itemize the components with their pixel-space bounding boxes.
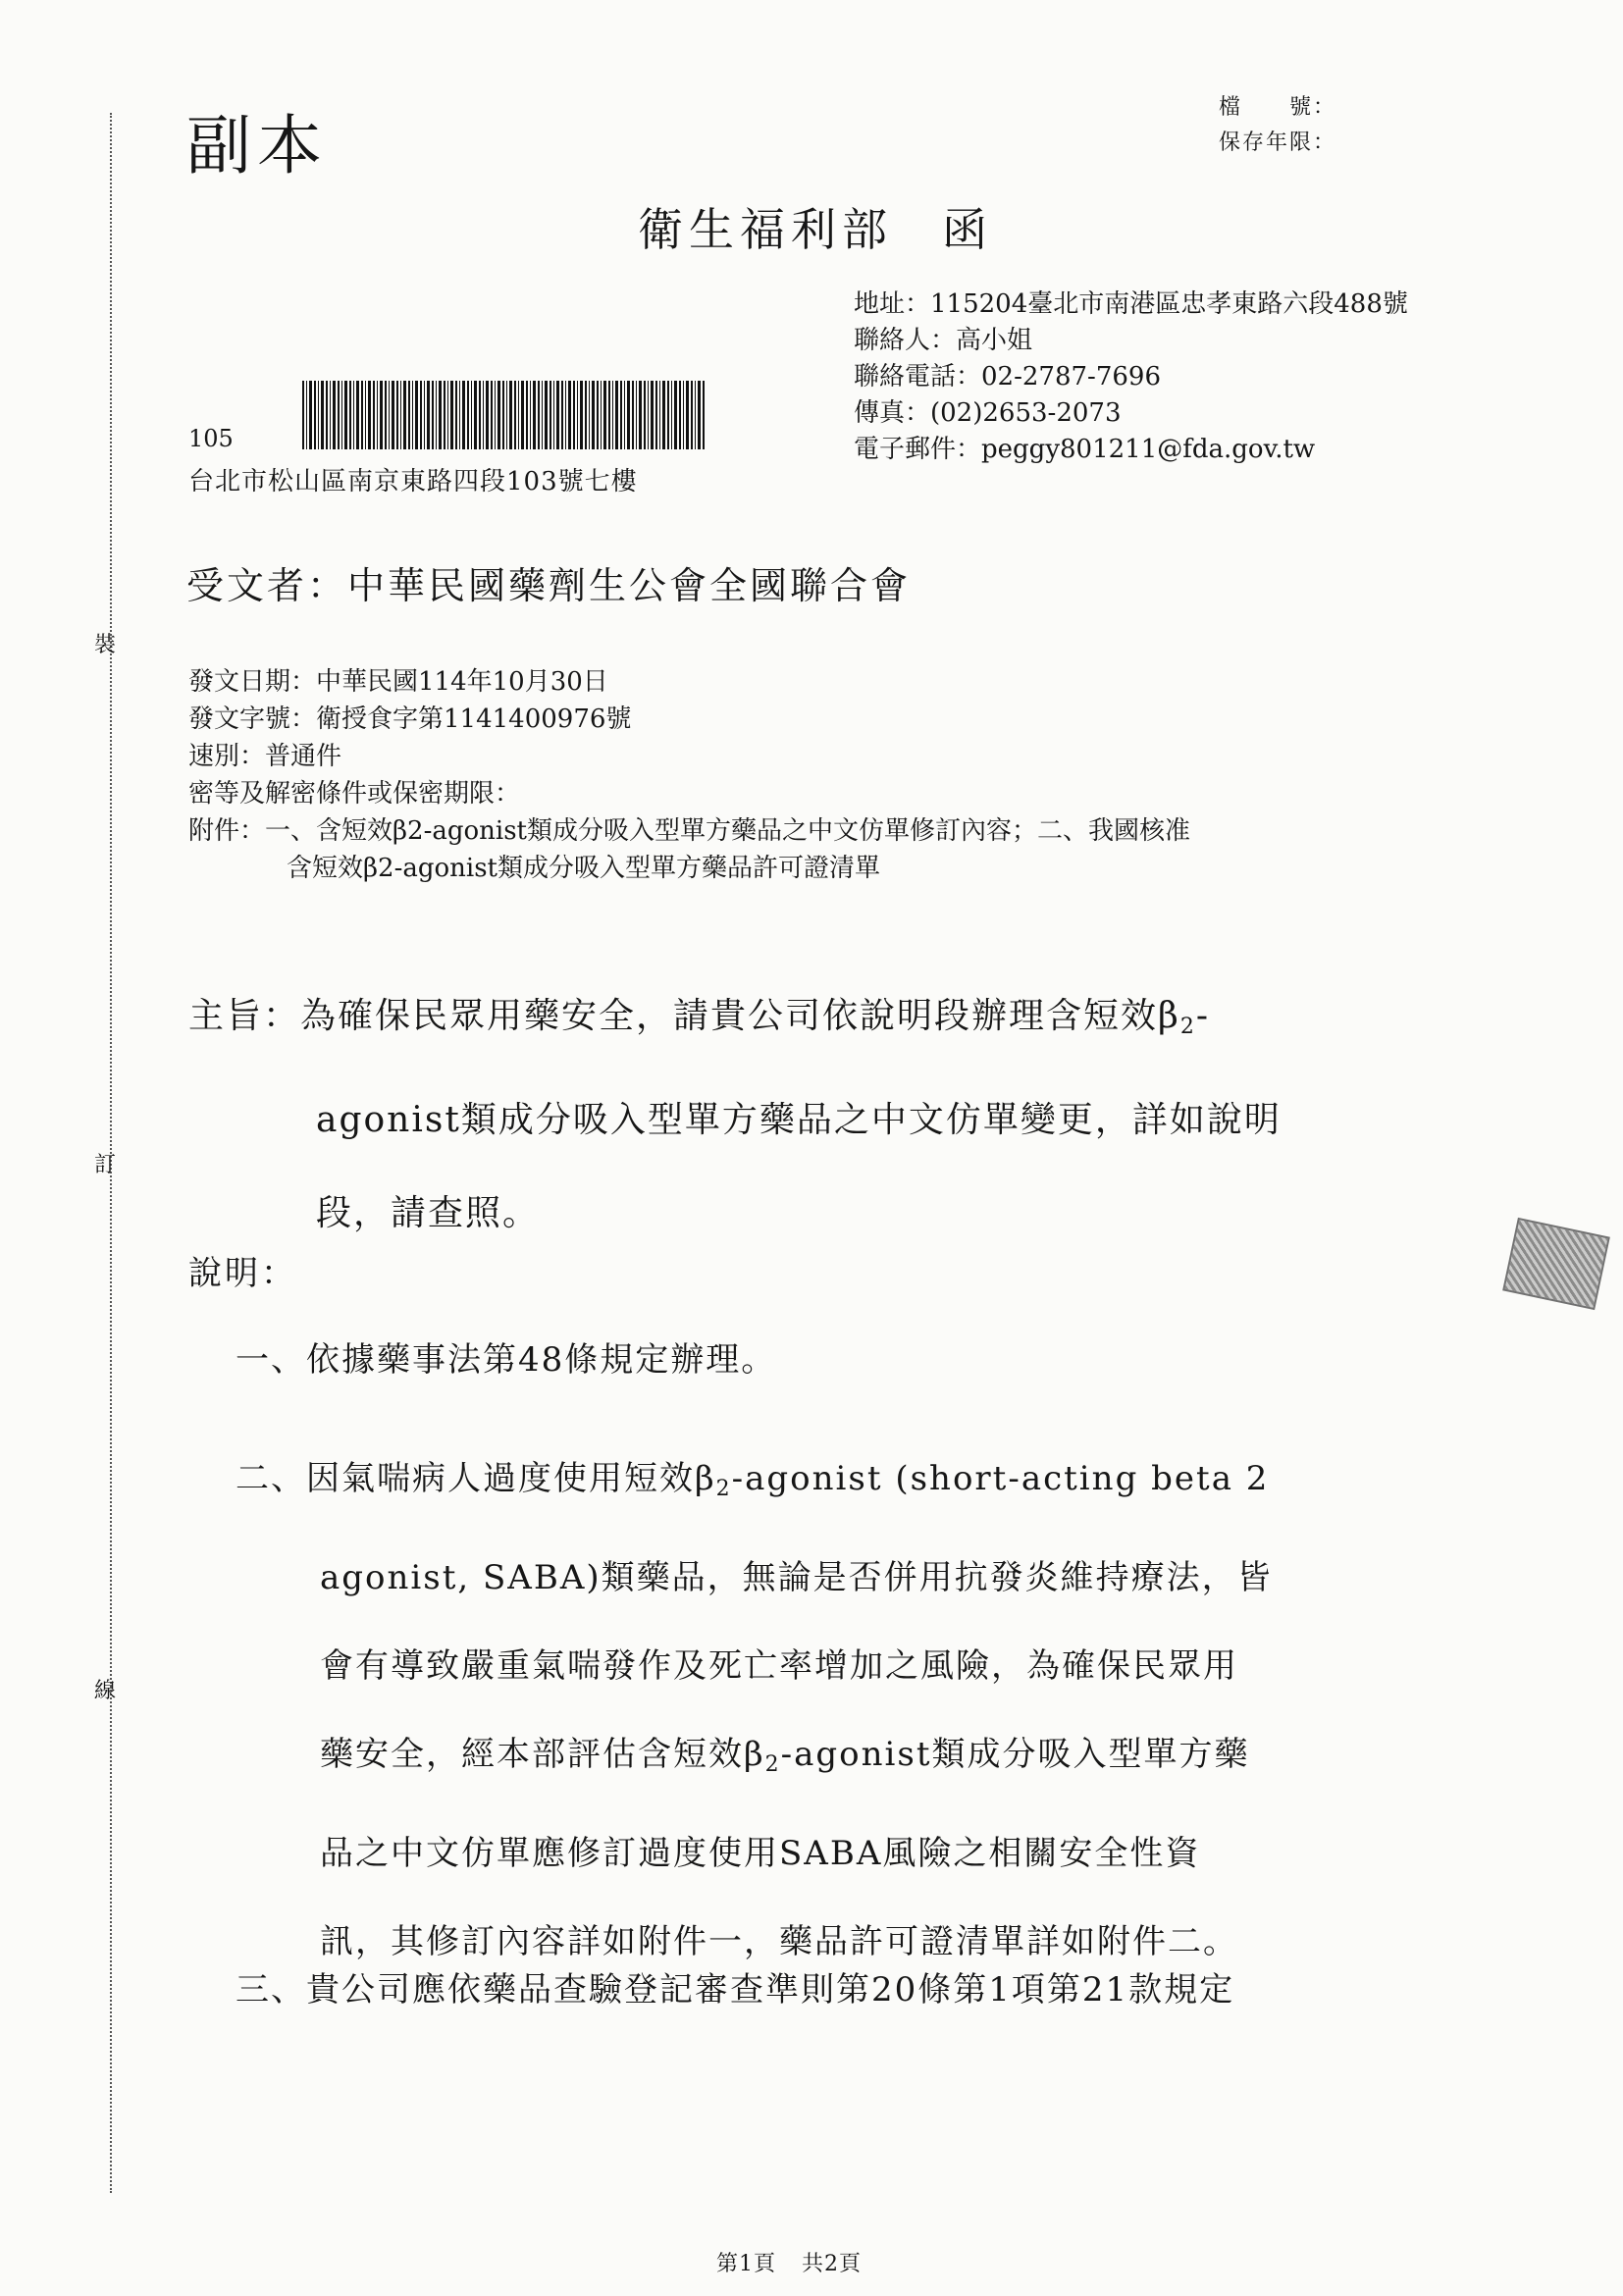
seal-stamp (1502, 1218, 1610, 1310)
subject-line-3: 段，請查照。 (316, 1193, 541, 1233)
file-number-label: 檔 號： (1219, 95, 1337, 120)
recipient-zip: 105 (188, 425, 234, 452)
item-2-line-3: 會有導致嚴重氣喘發作及死亡率增加之風險，為確保民眾用 (320, 1646, 1238, 1686)
issue-date: 發文日期：中華民國114年10月30日 (188, 667, 608, 697)
explanation-item-3: 三、貴公司應依藥品查驗登記審查準則第20條第1項第21款規定 (236, 1970, 1235, 2009)
subscript: 2 (764, 1752, 781, 1777)
item-2-line-1-text: 二、因氣喘病人過度使用短效β (236, 1459, 716, 1498)
retention-label: 保存年限： (1219, 130, 1337, 155)
attachments-line-1: 附件：一、含短效β2-agonist類成分吸入型單方藥品之中文仿單修訂內容；二、我國核准 (188, 816, 1191, 846)
recipient-address: 台北市松山區南京東路四段103號七樓 (188, 467, 638, 496)
binding-mark-bottom: 線 (94, 1679, 117, 1703)
explanation-item-1: 一、依據藥事法第48條規定辦理。 (236, 1340, 777, 1380)
page-number: 第1頁 (716, 2252, 776, 2276)
contact-phone: 聯絡電話：02-2787-7696 (854, 362, 1161, 391)
item-2-line-4 (236, 1710, 1273, 1809)
subscript: 2 (715, 1477, 732, 1501)
contact-email: 電子郵件：peggy801211@fda.gov.tw (854, 435, 1316, 464)
item-2-line-2: agonist, SABA)類藥品，無論是否併用抗發炎維持療法，皆 (320, 1558, 1273, 1597)
binding-mark-top: 裝 (94, 633, 117, 657)
contact-person: 聯絡人：高小姐 (854, 326, 1033, 355)
barcode (302, 381, 705, 449)
total-pages: 共2頁 (802, 2252, 862, 2276)
item-2-line-5: 品之中文仿單應修訂過度使用SABA風險之相關安全性資 (320, 1834, 1201, 1873)
file-info (1219, 90, 1336, 161)
item-2-line-4-text: 藥安全，經本部評估含短效β (320, 1735, 765, 1774)
subject-line-1 (188, 969, 1282, 1073)
subscript: 2 (1179, 1015, 1196, 1039)
secrecy: 密等及解密條件或保密期限： (188, 779, 521, 809)
explanation-item-2 (236, 1435, 1273, 1986)
meta-block (188, 663, 1190, 887)
binding-mark-middle: 訂 (94, 1153, 117, 1177)
subject-line-1-text: 主旨：為確保民眾用藥安全，請貴公司依說明段辦理含短效β (188, 996, 1180, 1036)
attachments-line-2: 含短效β2-agonist類成分吸入型單方藥品許可證清單 (287, 854, 881, 883)
agency-title (638, 194, 993, 259)
item-2-line-1-end: -agonist (short-acting beta 2 (731, 1459, 1270, 1498)
item-2-line-4-end: -agonist類成分吸入型單方藥 (780, 1735, 1250, 1774)
subject-line-2: agonist類成分吸入型單方藥品之中文仿單變更，詳如說明 (316, 1100, 1282, 1140)
item-2-line-6: 訊，其修訂內容詳如附件一，藥品許可證清單詳如附件二。 (320, 1922, 1238, 1961)
explanation-heading: 說明： (188, 1254, 297, 1293)
doc-kind: 函 (942, 203, 993, 256)
page-footer (716, 2247, 862, 2277)
copy-label: 副本 (186, 108, 328, 183)
contact-address: 地址：115204臺北市南港區忠孝東路六段488號 (854, 289, 1408, 319)
agency-name: 衛生福利部 (638, 203, 893, 256)
item-2-line-1 (236, 1435, 1273, 1534)
subject-line-1-end: - (1195, 996, 1210, 1036)
speed: 速別：普通件 (188, 742, 342, 771)
contact-fax: 傳真：(02)2653-2073 (854, 398, 1122, 428)
subject-block (188, 969, 1282, 1260)
issue-number: 發文字號：衛授食字第1141400976號 (188, 704, 632, 734)
receiver: 受文者：中華民國藥劑生公會全國聯合會 (186, 564, 912, 607)
contact-block (854, 287, 1408, 468)
